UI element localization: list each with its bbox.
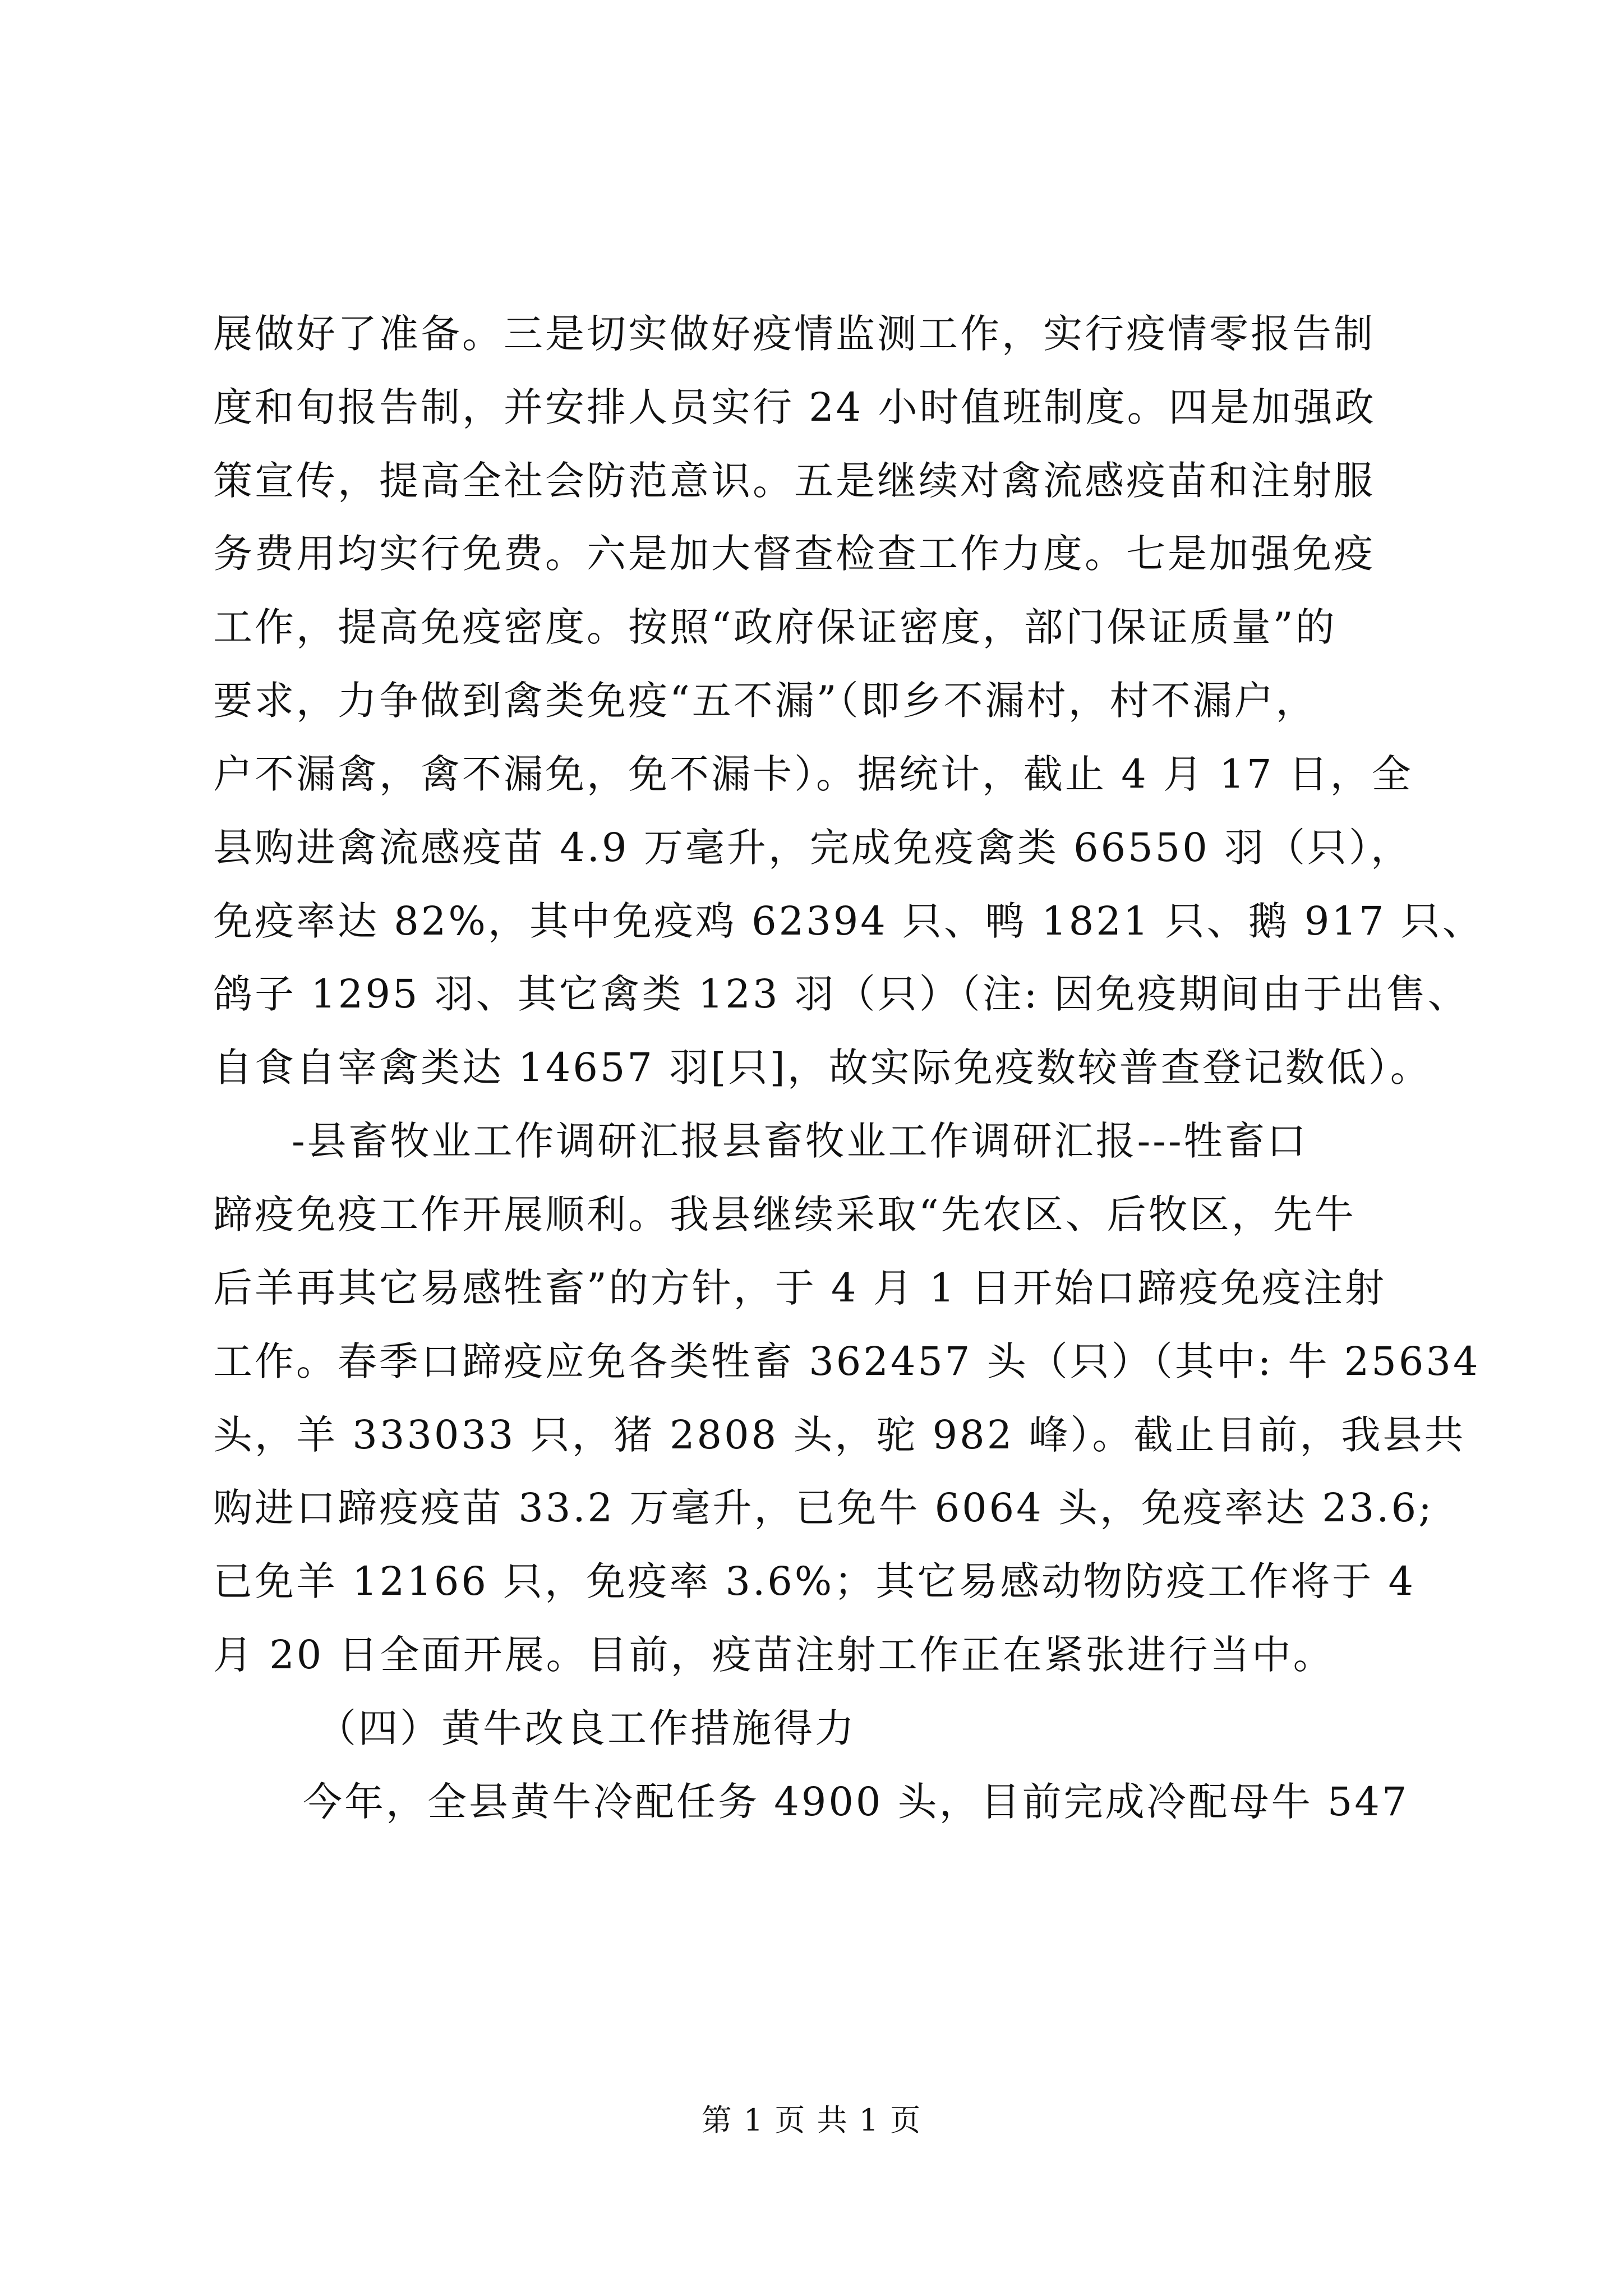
body-line-3: 策宣传，提高全社会防范意识。五是继续对禽流感疫苗和注射服 [213,458,1375,504]
body-line-19: 月 20 日全面开展。目前，疫苗注射工作正在紧张进行当中。 [213,1632,1335,1678]
paragraph-start-line: -县畜牧业工作调研汇报县畜牧业工作调研汇报---牲畜口 [292,1118,1308,1164]
body-line-4: 务费用均实行免费。六是加大督查检查工作力度。七是加强免疫 [213,531,1375,577]
body-line-2: 度和旬报告制，并安排人员实行 24 小时值班制度。四是加强政 [213,384,1376,430]
section-heading: （四）黄牛改良工作措施得力 [317,1705,856,1751]
body-line-9: 免疫率达 82%，其中免疫鸡 62394 只、鸭 1821 只、鹅 917 只、 [213,898,1484,944]
body-line-14: 后羊再其它易感牲畜”的方针，于 4 月 1 日开始口蹄疫免疫注射 [213,1265,1386,1311]
page-footer: 第 1 页 共 1 页 [701,2102,922,2138]
body-line-13: 蹄疫免疫工作开展顺利。我县继续采取“先农区、后牧区，先牛 [213,1191,1356,1237]
body-line-8: 县购进禽流感疫苗 4.9 万毫升，完成免疫禽类 66550 羽（只）， [213,825,1413,871]
body-line-7: 户不漏禽，禽不漏免，免不漏卡）。据统计，截止 4 月 17 日，全 [213,751,1413,797]
body-line-16: 头，羊 333033 只，猪 2808 头，驼 982 峰）。截止目前，我县共 [213,1412,1466,1458]
body-line-6: 要求，力争做到禽类免疫“五不漏”（即乡不漏村，村不漏户， [213,678,1317,724]
body-line-1: 展做好了准备。三是切实做好疫情监测工作，实行疫情零报告制 [213,311,1375,357]
body-line-10: 鸽子 1295 羽、其它禽类 123 羽（只）（注: 因免疫期间由于出售、 [213,971,1469,1017]
body-line-17: 购进口蹄疫疫苗 33.2 万毫升，已免牛 6064 头，免疫率达 23.6; [213,1485,1434,1531]
body-line-15: 工作。春季口蹄疫应免各类牲畜 362457 头（只）（其中: 牛 25634 [213,1338,1481,1384]
body-line-5: 工作，提高免疫密度。按照“政府保证密度，部门保证质量”的 [213,604,1337,650]
body-line-11: 自食自宰禽类达 14657 羽[只]，故实际免疫数较普查登记数低）。 [213,1045,1432,1091]
body-line-18: 已免羊 12166 只，免疫率 3.6%；其它易感动物防疫工作将于 4 [213,1558,1416,1604]
paragraph-start-line-2: 今年，全县黄牛冷配任务 4900 头，目前完成冷配母牛 547 [303,1779,1409,1825]
